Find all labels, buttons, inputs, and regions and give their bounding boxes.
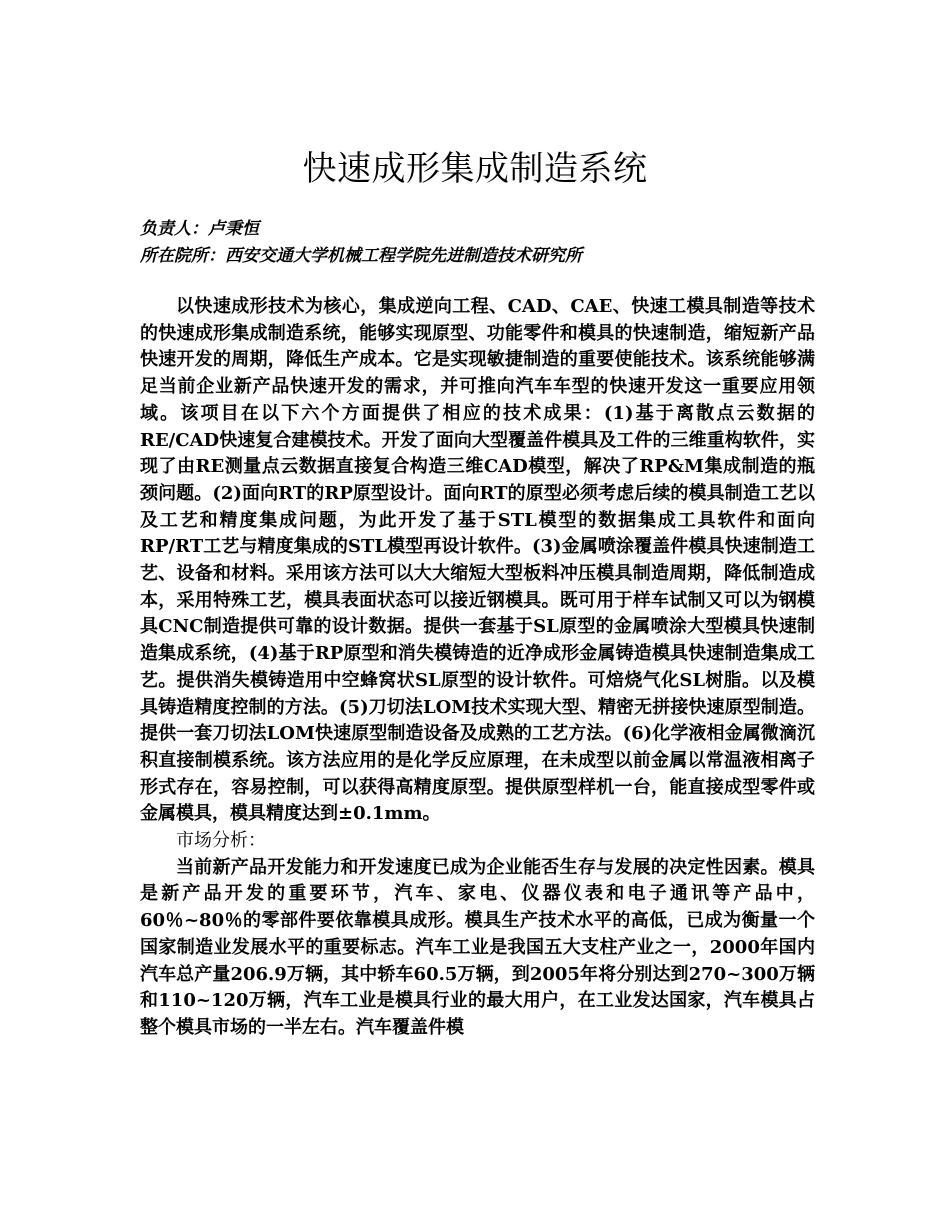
market-analysis-heading: 市场分析： [176, 830, 266, 852]
document-body [140, 294, 815, 1042]
paragraph-overview: 以快速成形技术为核心，集成逆向工程、CAD、CAE、快速工模具制造等技术的快速成形集成制造系统，能够实现原型、功能零件和模具的快速制造，缩短新产品快速开发的周期，降低生产成本。它是实现敏捷制造的重要使能技术。该系统能够满足当前企业新产品快速开发的需求，并可推向汽车车型的快速开发这一重要应用领域。该项目在以下六个方面提供了相应的技术成果：(1)基于离散点云数据的RE/CAD快速复合建模技术。开发了面向大型覆盖件模具及工件的三维重构软件，实现了由RE测量点云数据直接复合构造三维CAD模型，解决了RP&M集成制造的瓶颈问题。(2)面向RT的RP原型设计。面向RT的原型必须考虑后续的模具制造工艺以及工艺和精度集成问题，为此开发了基于STL模型的数据集成工具软件和面向RP/RT工艺与精度集成的STL模型再设计软件。(3)金属喷涂覆盖件模具快速制造工艺、设备和材料。采用该方法可以大大缩短大型板料冲压模具制造周期，降低制造成本，采用特殊工艺，模具表面状态可以接近钢模具。既可用于样车试制又可以为钢模具CNC制造提供可靠的设计数据。提供一套基于SL原型的金属喷涂大型模具快速制造集成系统，(4)基于RP原型和消失模铸造的近净成形金属铸造模具快速制造集成工艺。提供消失模铸造用中空蜂窝状SL原型的设计软件。可焙烧气化SL树脂。以及模具铸造精度控制的方法。(5)刀切法LOM技术实现大型、精密无拼接快速原型制造。提供一套刀切法LOM快速原型制造设备及成熟的工艺方法。(6)化学液相金属微滴沉积直接制模系统。该方法应用的是化学反应原理，在未成型以前金属以常温液相离子形式存在，容易控制，可以获得高精度原型。提供原型样机一台，能直接成型零件或金属模具，模具精度达到±0.1mm。 [140, 296, 815, 825]
paragraph-market: 当前新产品开发能力和开发速度已成为企业能否生存与发展的决定性因素。模具是新产品开发的重要环节，汽车、家电、仪器仪表和电子通讯等产品中，60％~80％的零部件要依靠模具成形。模具生产技术水平的高低，已成为衡量一个国家制造业发展水平的重要标志。汽车工业是我国五大支柱产业之一，2000年国内汽车总产量206.9万辆，其中轿车60.5万辆，到2005年将分别达到270~300万辆和110~120万辆，汽车工业是模具行业的最大用户，在工业发达国家，汽车模具占整个模具市场的一半左右。汽车覆盖件模 [140, 856, 815, 1038]
responsible-person: 负责人：卢秉恒 [140, 219, 259, 239]
document-title: 快速成形集成制造系统 [302, 149, 648, 189]
institution: 所在院所：西安交通大学机械工程学院先进制造技术研究所 [140, 246, 582, 266]
